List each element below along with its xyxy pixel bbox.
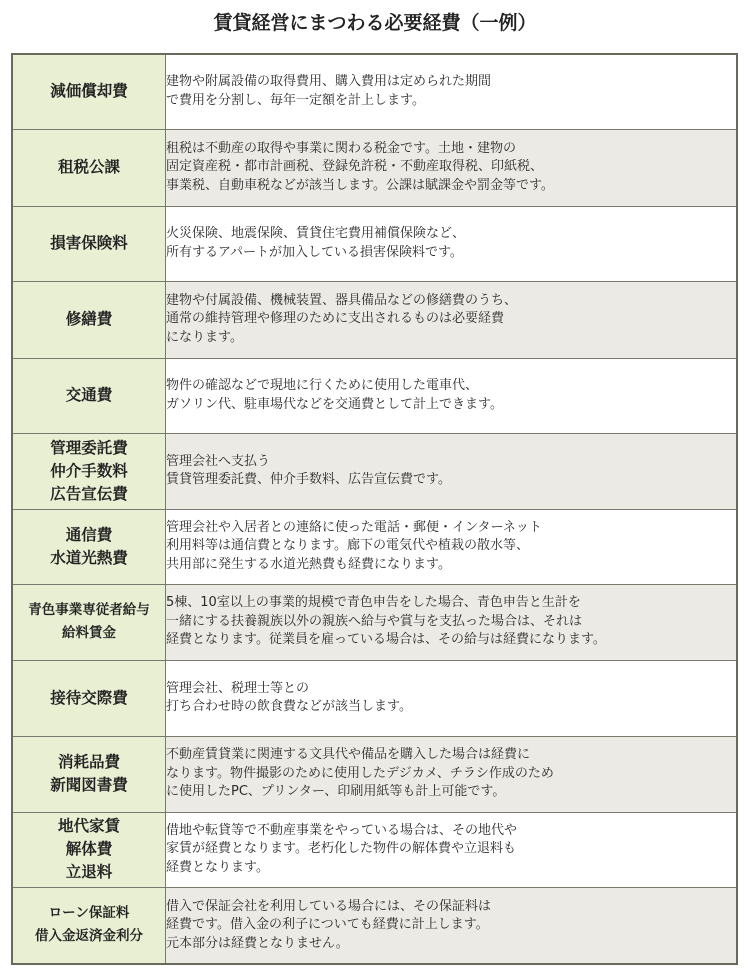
description-line: 一緒にする扶養親族以外の親族へ給与や賞与を支払った場合は、それは xyxy=(166,613,583,629)
expense-description xyxy=(166,584,738,660)
expense-label xyxy=(12,54,166,129)
description-line: 賃貸管理委託費、仲介手数料、広告宣伝費です。 xyxy=(166,472,451,487)
description-line: に使用したPC、プリンター、印刷用紙等も計上可能です。 xyxy=(166,784,506,800)
expense-label xyxy=(12,358,166,433)
description-line: 家賃が経費となります。老朽化した物件の解体費や立退料も xyxy=(166,841,516,857)
description-line: で費用を分割し、毎年一定額を計上します。 xyxy=(166,92,425,108)
label-line: 青色事業専従者給与 xyxy=(28,602,150,618)
label-line: 管理委託費 xyxy=(50,438,128,457)
description-line: 元本部分は経費となりません。 xyxy=(166,935,349,951)
expense-description xyxy=(166,129,738,206)
description-line: 不動産賃貸業に関連する文具代や備品を購入した場合は経費に xyxy=(166,747,531,763)
expense-description xyxy=(166,660,738,736)
expense-description xyxy=(166,887,738,964)
description-line: 事業税、自動車税などが該当します。公課は賦課金や罰金等です。 xyxy=(166,177,554,193)
label-line: 広告宣伝費 xyxy=(50,484,128,503)
table-row xyxy=(12,54,737,129)
label-line: 通信費 xyxy=(65,525,113,544)
expense-description xyxy=(166,509,738,584)
expense-label xyxy=(12,433,166,509)
description-line: 租税は不動産の取得や事業に関わる税金です。土地・建物の xyxy=(166,140,516,156)
page-title: 賃貸経営にまつわる必要経費（一例） xyxy=(213,12,537,34)
label-line: 損害保険料 xyxy=(50,234,128,252)
description-line: 管理会社へ支払う xyxy=(166,453,271,469)
label-line: 修繕費 xyxy=(65,310,113,328)
expense-label xyxy=(12,812,166,887)
description-line: 経費です。借入金の利子についても経費に計上します。 xyxy=(166,917,489,932)
table-row xyxy=(12,281,737,358)
table-row xyxy=(12,584,737,660)
label-line: 地代家賃 xyxy=(57,817,120,835)
label-line: 消耗品費 xyxy=(57,753,120,771)
expense-description xyxy=(166,736,738,812)
expense-label xyxy=(12,887,166,964)
table-row xyxy=(12,129,737,206)
description-line: ガソリン代、駐車場代などを交通費として計上できます。 xyxy=(166,396,503,412)
label-line: 租税公課 xyxy=(57,158,120,176)
description-line: 共用部に発生する水道光熱費も経費になります。 xyxy=(166,556,451,572)
expense-table xyxy=(11,53,738,965)
expense-description xyxy=(166,206,738,281)
table-row xyxy=(12,206,737,281)
description-line: 建物や付属設備、機械装置、器具備品などの修繕費のうち、 xyxy=(166,292,518,308)
expense-description xyxy=(166,54,738,129)
table-row xyxy=(12,887,737,964)
expense-label xyxy=(12,584,166,660)
expense-label xyxy=(12,736,166,812)
label-line: 解体費 xyxy=(65,840,113,858)
description-line: 固定資産税・都市計画税、登録免許税・不動産取得税、印紙税、 xyxy=(166,159,544,175)
label-line: ローン保証料 xyxy=(48,905,130,922)
description-line: 建物や附属設備の取得費用、購入費用は定められた期間 xyxy=(166,74,492,90)
label-line: 交通費 xyxy=(65,386,113,404)
description-line: 経費となります。 xyxy=(166,859,269,875)
table-row xyxy=(12,509,737,584)
description-line: 5棟、10室以上の事業的規模で青色申告をした場合、青色申告と生計を xyxy=(166,595,581,611)
label-line: 減価償却費 xyxy=(50,82,128,101)
label-line: 給料賃金 xyxy=(62,625,116,641)
description-line: になります。 xyxy=(166,329,243,345)
table-row xyxy=(12,433,737,509)
description-line: なります。物件撮影のために使用したデジカメ、チラシ作成のため xyxy=(166,765,554,781)
expense-description xyxy=(166,281,738,358)
description-line: 借入で保証会社を利用している場合には、その保証料は xyxy=(166,898,492,914)
description-line: 所有するアパートが加入している損害保険料です。 xyxy=(166,244,463,260)
description-line: 管理会社、税理士等との xyxy=(166,680,310,696)
description-line: 経費となります。従業員を雇っている場合は、その給与は経費になります。 xyxy=(166,632,606,648)
description-line: 利用料等は通信費となります。廊下の電気代や植栽の散水等、 xyxy=(166,538,529,554)
description-line: 打ち合わせ時の飲食費などが該当します。 xyxy=(166,699,412,714)
table-row xyxy=(12,812,737,887)
label-line: 仲介手数料 xyxy=(50,461,128,480)
label-line: 接待交際費 xyxy=(50,688,128,707)
description-line: 火災保険、地震保険、賃貸住宅費用補償保険など、 xyxy=(166,226,466,241)
description-line: 借地や転貸等で不動産事業をやっている場合は、その地代や xyxy=(166,822,518,838)
table-row xyxy=(12,736,737,812)
expense-description xyxy=(166,433,738,509)
label-line: 立退料 xyxy=(65,863,113,881)
label-line: 新聞図書費 xyxy=(50,776,128,794)
expense-label xyxy=(12,129,166,206)
expense-label xyxy=(12,660,166,736)
expense-label xyxy=(12,281,166,358)
description-line: 管理会社や入居者との連絡に使った電話・郵便・インターネット xyxy=(166,519,542,535)
expense-description xyxy=(166,358,738,433)
label-line: 水道光熱費 xyxy=(50,548,128,567)
expense-label xyxy=(12,206,166,281)
description-line: 通常の維持管理や修理のために支出されるものは必要経費 xyxy=(166,311,505,327)
table-row xyxy=(12,660,737,736)
description-line: 物件の確認などで現地に行くために使用した電車代、 xyxy=(166,378,479,393)
expense-label xyxy=(12,509,166,584)
expense-description xyxy=(166,812,738,887)
table-row xyxy=(12,358,737,433)
label-line: 借入金返済金利分 xyxy=(35,928,143,945)
